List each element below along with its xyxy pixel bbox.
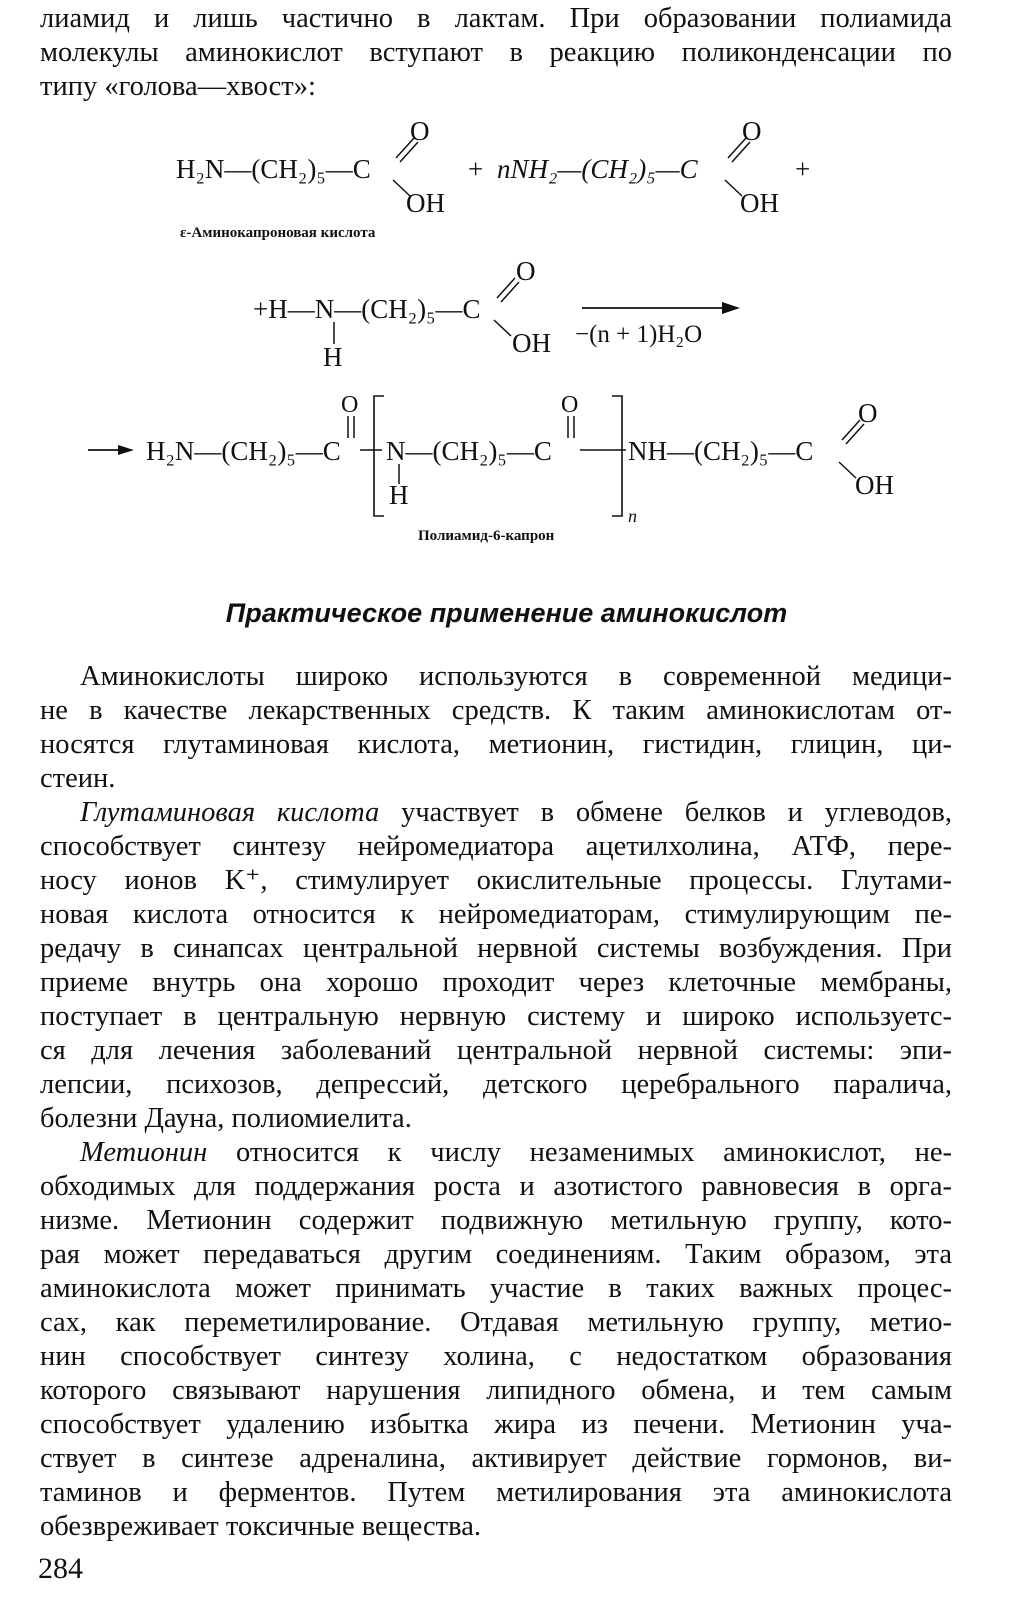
paragraph-glutamic-acid [40, 796, 952, 1136]
text-line: стеин. [40, 763, 116, 794]
hydroxyl-group: OH [740, 188, 779, 218]
plus-sign: + [795, 154, 811, 184]
arrow-head-icon [722, 302, 740, 314]
plus-sign: + [468, 154, 484, 184]
text-line: не в качестве лекарственных средств. К таким аминокислотам от- [40, 695, 952, 726]
arrow-head-icon [118, 445, 134, 455]
hydroxyl-group: OH [406, 188, 445, 218]
text-line: ствует в синтезе адреналина, активирует действие гормонов, ви- [40, 1443, 952, 1474]
text-line: обходимых для поддержания роста и азотистого равновесия в орга- [40, 1171, 952, 1202]
text-line: болезни Дауна, полиомиелита. [40, 1103, 412, 1134]
text-line: поступает в центральную нервную систему и широко используетс- [40, 1001, 952, 1032]
text-line: таминов и ферментов. Путем метилирования эта аминокислота [40, 1477, 952, 1508]
text-fragment: участвует в обмене белков и углеводов, [379, 797, 953, 828]
text-fragment: относится к числу незаменимых аминокислот, не- [207, 1137, 952, 1168]
text-line: способствует удалению избытка жира из печени. Метионин уча- [40, 1409, 952, 1440]
paragraph-1 [40, 660, 952, 796]
oxygen-atom: O [341, 392, 359, 418]
double-bond [497, 278, 515, 298]
paragraph-methionine [40, 1136, 952, 1544]
product-label: Полиамид-6-капрон [418, 528, 555, 544]
hydrogen-atom: H [323, 342, 343, 372]
left-bracket [374, 396, 384, 516]
text-line: типу «голова—хвост»: [40, 71, 316, 102]
text-line: носу ионов K⁺, стимулирует окислительные процессы. Глутами- [40, 865, 952, 896]
text-line: лиамид и лишь частично в лактам. При образовании полиамида [40, 3, 952, 34]
product-repeat-unit: N—(CH₂)₅—C [386, 436, 552, 466]
right-bracket [612, 396, 622, 516]
text-line: нин способствует синтезу холина, с недостатком образования [40, 1341, 952, 1372]
oxygen-atom: O [561, 392, 579, 418]
term-glutamic-acid: Глутаминовая кислота [80, 797, 380, 828]
section-heading: Практическое применение аминокислот [225, 598, 788, 628]
reactant-3-formula: +H—N—(CH₂)₅—C [253, 294, 481, 324]
text-line: приеме внутрь она хорошо проходит через клеточные мембраны, [40, 967, 952, 998]
term-methionine: Метионин [80, 1137, 208, 1168]
single-bond [494, 320, 511, 336]
reaction-scheme [0, 100, 1013, 570]
intro-paragraph [40, 2, 952, 104]
text-line: ся для лечения заболеваний центральной нервной системы: эпи- [40, 1035, 952, 1066]
reactant-1-label: ε-Аминокапроновая кислота [180, 225, 376, 241]
text-line: Аминокислоты широко используются в современной медици- [80, 661, 952, 692]
page-number: 284 [38, 1552, 83, 1585]
text-line: обезвреживает токсичные вещества. [40, 1511, 481, 1542]
text-line: низме. Метионин содержит подвижную метильную группу, кото- [40, 1205, 952, 1236]
reactant-1-formula: H₂N—(CH₂)₅—C [176, 154, 371, 184]
single-bond [839, 462, 856, 478]
hydrogen-atom: H [389, 480, 409, 510]
text-line: рая может передаваться другим соединениям. Таким образом, эта [40, 1239, 952, 1270]
text-line [40, 796, 952, 830]
reactant-2-formula: nNH₂—(CH₂)₅—C [497, 154, 698, 184]
oxygen-atom: O [410, 116, 430, 146]
text-line: молекулы аминокислот вступают в реакцию поликонденсации по [40, 37, 952, 68]
product-left-group: H₂N—(CH₂)₅—C [146, 436, 341, 466]
text-line [40, 1136, 952, 1170]
oxygen-atom: O [742, 116, 762, 146]
text-line: лепсии, психозов, депрессий, детского церебрального паралича, [40, 1069, 952, 1100]
repeat-index: n [628, 506, 637, 526]
elimination-label: −(n + 1)H₂O [575, 321, 703, 348]
text-line: которого связывают нарушения липидного обмена, и тем самым [40, 1375, 952, 1406]
text-line: аминокислота может принимать участие в таких важных процес- [40, 1273, 952, 1304]
oxygen-atom: O [516, 256, 536, 286]
text-line: носятся глутаминовая кислота, метионин, гистидин, глицин, ци- [40, 729, 952, 760]
text-line: редачу в синапсах центральной нервной системы возбуждения. При [40, 933, 952, 964]
hydroxyl-group: OH [512, 328, 551, 358]
product-right-group: NH—(CH₂)₅—C [628, 436, 814, 466]
hydroxyl-group: OH [855, 470, 894, 500]
text-line: способствует синтезу нейромедиатора ацетилхолина, АТФ, пере- [40, 831, 952, 862]
text-line: новая кислота относится к нейромедиаторам, стимулирующим пе- [40, 899, 952, 930]
text-line: сах, как переметилирование. Отдавая метильную группу, метио- [40, 1307, 952, 1338]
oxygen-atom: O [858, 398, 878, 428]
